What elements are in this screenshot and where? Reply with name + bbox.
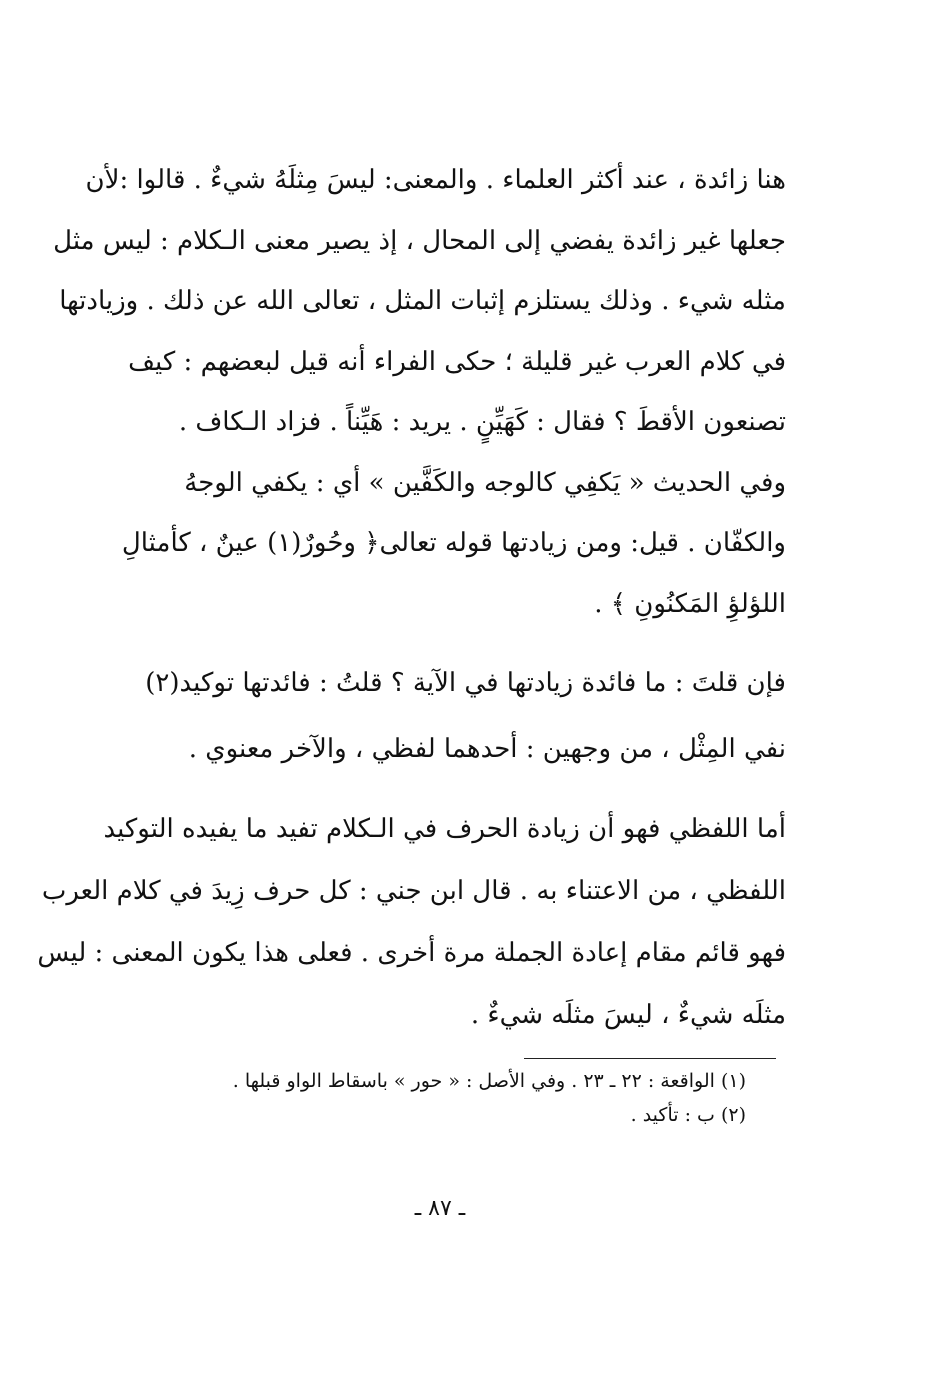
text-line: تصنعون الأقطَ ؟ فقال : كَهَيِّنٍ . يريد : هَيِّناً . فزاد الـكاف . (178, 407, 786, 437)
text-line: أما اللفظي فهو أن زيادة الحرف في الـكلام تفيد ما يفيده التوكيد (103, 814, 786, 844)
paragraph-3 (37, 798, 786, 1046)
text-line: وفي الحديث « يَكفِي كالوجه والكَفَّين » أي : يكفي الوجهُ (184, 467, 786, 498)
text-line: نفي المِثْل ، من وجهين : أحدهما لفظي ، والآخر معنوي . (188, 734, 786, 764)
footnotes (126, 1064, 746, 1132)
text-line: جعلها غير زائدة يفضي إلى المحال ، إذ يصير معنى الـكلام : ليس مثل (53, 225, 786, 256)
paragraph-2 (146, 650, 786, 782)
text-line: اللفظي ، من الاعتناء به . قال ابن جني : كل حرف زِيدَ في كلام العرب (41, 876, 786, 906)
text-line: اللؤلؤِ المَكنُونِ ﴾ . (594, 588, 786, 619)
footnote-separator (524, 1058, 776, 1059)
text-line: في كلام العرب غير قليلة ؛ حكى الفراء أنه قيل لبعضهم : كيف (128, 346, 786, 377)
text-line: مثله شيء . وذلك يستلزم إثبات المثل ، تعالى الله عن ذلك . وزيادتها (59, 286, 786, 316)
text-line: فهو قائم مقام إعادة الجملة مرة أخرى . فعلى هذا يكون المعنى : ليس (37, 938, 786, 968)
text-line: هنا زائدة ، عند أكثر العلماء . والمعنى: ليسَ مِثلَهُ شيءٌ . قالوا :لأن (85, 165, 786, 195)
text-line: فإن قلتَ : ما فائدة زيادتها في الآية ؟ قلتُ : فائدتها توكيد(٢) (145, 668, 786, 698)
paragraph-1 (53, 150, 786, 634)
footnote-2: (٢) ب : تأكيد . (630, 1104, 746, 1126)
page-number: ـ ٨٧ ـ (414, 1196, 466, 1221)
footnote-1: (١) الواقعة : ٢٢ ـ ٢٣ . وفي الأصل : « حور » باسقاط الواو قبلها . (232, 1070, 746, 1092)
text-line: مثلَه شيءٌ ، ليسَ مثلَه شيءٌ . (470, 1000, 786, 1030)
text-line: والكفّان . قيل: ومن زيادتها قوله تعالى﴿ وحُورٌ(١) عينٌ ، كأمثالِ (121, 528, 786, 558)
